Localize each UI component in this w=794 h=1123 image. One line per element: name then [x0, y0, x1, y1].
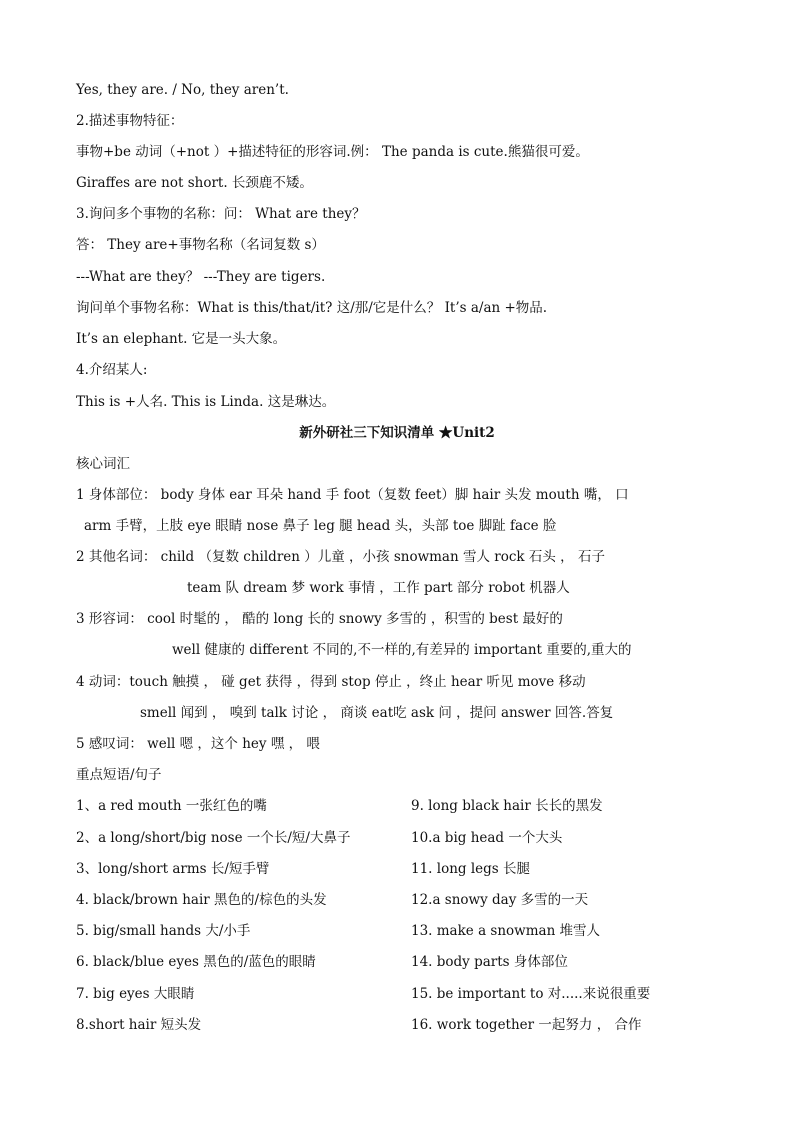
text-line: 4.介绍某人: [76, 362, 148, 378]
text-line: Giraffes are not short. 长颈鹿不矮。 [76, 175, 313, 191]
unit-heading: 新外研社三下知识清单 ★Unit2 [299, 425, 495, 441]
text-line: It’s an elephant. 它是一头大象。 [76, 331, 287, 347]
phrase-item: 6. black/blue eyes 黑色的/蓝色的眼睛 [76, 954, 316, 970]
vocab-line: 5 感叹词： well 嗯 ，这个 hey 嘿 ， 喂 [76, 736, 320, 752]
vocab-line: 4 动词：touch 触摸 ， 碰 get 获得 ，得到 stop 停止 ，终止 hear 听见 move 移动 [76, 674, 586, 690]
phrase-item: 7. big eyes 大眼睛 [76, 986, 195, 1002]
text-line: Yes, they are. / No, they aren’t. [76, 82, 289, 98]
vocab-line: smell 闻到 ， 嗅到 talk 讨论 ， 商谈 eat吃 ask 问 ，提问 answer 回答.答复 [140, 705, 614, 721]
phrase-item: 5. big/small hands 大/小手 [76, 923, 251, 939]
vocab-line: 2 其他名词： child （复数 children ）儿童 ，小孩 snowman 雪人 rock 石头 ， 石子 [76, 549, 605, 565]
vocab-line: arm 手臂，上肢 eye 眼睛 nose 鼻子 leg 腿 head 头，头部 toe 脚趾 face 脸 [84, 518, 557, 534]
phrase-item: 14. body parts 身体部位 [411, 954, 568, 970]
phrase-item: 13. make a snowman 堆雪人 [411, 923, 601, 939]
phrase-item: 2、a long/short/big nose 一个长/短/大鼻子 [76, 830, 351, 846]
phrase-item: 4. black/brown hair 黑色的/棕色的头发 [76, 892, 327, 908]
section-title-phrases: 重点短语/句子 [76, 767, 162, 783]
text-line: ---What are they？ ---They are tigers. [76, 269, 326, 285]
vocab-line: 3 形容词： cool 时髦的 ， 酷的 long 长的 snowy 多雪的 ，积雪的 best 最好的 [76, 611, 563, 627]
phrase-item: 9. long black hair 长长的黑发 [411, 798, 603, 814]
vocab-line: well 健康的 different 不同的,不一样的,有差异的 important 重要的,重大的 [172, 642, 632, 658]
phrase-item: 11. long legs 长腿 [411, 861, 531, 877]
text-line: 答： They are+事物名称（名词复数 s） [76, 237, 325, 253]
text-line: This is +人名. This is Linda. 这是琳达。 [76, 394, 336, 410]
phrase-item: 16. work together 一起努力 ， 合作 [411, 1017, 642, 1033]
phrase-item: 12.a snowy day 多雪的一天 [411, 892, 589, 908]
vocab-line: team 队 dream 梦 work 事情 ，工作 part 部分 robot 机器人 [187, 580, 570, 596]
phrase-item: 1、a red mouth 一张红色的嘴 [76, 798, 267, 814]
phrase-item: 8.short hair 短头发 [76, 1017, 202, 1033]
phrase-item: 10.a big head 一个大头 [411, 830, 563, 846]
text-line: 3.询问多个事物的名称：问： What are they？ [76, 206, 366, 222]
phrase-item: 3、long/short arms 长/短手臂 [76, 861, 270, 877]
phrase-item: 15. be important to 对.....来说很重要 [411, 986, 651, 1002]
text-line: 事物+be 动词（+not ）+描述特征的形容词.例： The panda is cute.熊猫很可爱。 [76, 144, 589, 160]
text-line: 询问单个事物名称：What is this/that/it? 这/那/它是什么？ It’s a/an +物品. [76, 300, 548, 316]
text-line: 2.描述事物特征： [76, 113, 184, 129]
vocab-line: 1 身体部位： body 身体 ear 耳朵 hand 手 foot（复数 feet）脚 hair 头发 mouth 嘴， 口 [76, 487, 629, 503]
section-title-vocab: 核心词汇 [76, 456, 130, 472]
